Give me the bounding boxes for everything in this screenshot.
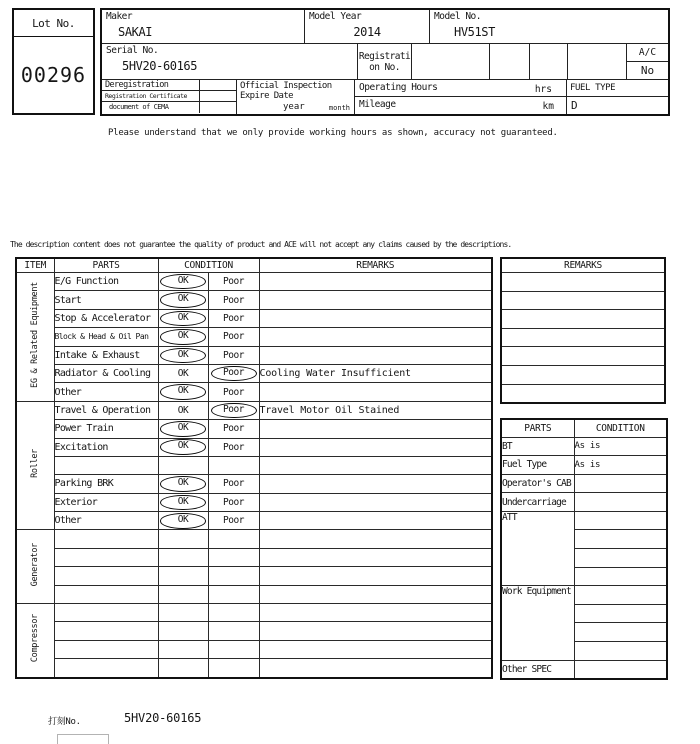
condition-ok-cell — [158, 512, 208, 530]
ac-label: A/C — [638, 47, 657, 58]
registration-label-line2: on No. — [369, 61, 400, 73]
remarks-cell — [501, 347, 665, 366]
inspection-row — [16, 567, 492, 585]
condition-ok-cell — [158, 585, 208, 603]
ok-circled: OK — [160, 476, 206, 492]
remark-cell — [259, 383, 492, 401]
remark-cell — [259, 604, 492, 622]
parts-header: PARTS — [54, 258, 158, 273]
condition-poor-cell: Poor — [208, 475, 259, 493]
parts-row — [501, 474, 667, 493]
remark-cell — [259, 346, 492, 364]
condition-poor-cell: Poor — [208, 420, 259, 438]
remarks-cell — [501, 310, 665, 329]
poor-circled: Poor — [211, 403, 257, 419]
condition-poor-cell — [208, 622, 259, 640]
part-name-cell: Block & Head & Oil Pan — [54, 328, 158, 346]
remark-cell: Travel Motor Oil Stained — [259, 401, 492, 419]
part-name-cell: ATT — [501, 511, 574, 585]
condition-ok-cell — [158, 548, 208, 566]
condition-poor-cell — [208, 640, 259, 658]
parts-header: PARTS — [501, 419, 574, 437]
condition-ok-cell — [158, 420, 208, 438]
remark-cell: Cooling Water Insufficient — [259, 364, 492, 382]
ok-circled: OK — [160, 384, 206, 400]
remark-cell — [259, 475, 492, 493]
remark-cell — [259, 420, 492, 438]
condition-poor-cell: Poor — [208, 383, 259, 401]
inspection-row — [16, 475, 492, 493]
ok-circled: OK — [160, 329, 206, 345]
condition-ok-cell — [158, 309, 208, 327]
model-no-value: HV51ST — [454, 25, 495, 39]
lot-number: 00296 — [20, 63, 87, 87]
model-year-cell — [305, 10, 430, 44]
part-name-cell: Parking BRK — [54, 475, 158, 493]
ac-value: No — [640, 64, 655, 77]
part-name-cell: Operator's CAB — [501, 474, 574, 493]
remark-cell — [259, 438, 492, 456]
part-name-cell — [54, 585, 158, 603]
condition-cell — [574, 474, 667, 493]
parts-row — [501, 660, 667, 679]
condition-ok-cell — [158, 383, 208, 401]
condition-ok-cell: OK — [158, 401, 208, 419]
part-name-cell: Fuel Type — [501, 456, 574, 475]
part-name-cell: Start — [54, 291, 158, 309]
parts-row — [501, 437, 667, 456]
condition-ok-cell — [158, 328, 208, 346]
condition-poor-cell — [208, 401, 259, 419]
parts-row — [501, 493, 667, 512]
condition-ok-cell — [158, 530, 208, 548]
condition-header: CONDITION — [158, 258, 259, 273]
condition-poor-cell: Poor — [208, 438, 259, 456]
remark-cell — [259, 291, 492, 309]
section-label-cell — [16, 273, 54, 402]
inspection-row — [16, 346, 492, 364]
part-name-cell — [54, 456, 158, 474]
condition-poor-cell: Poor — [208, 346, 259, 364]
condition-ok-cell — [158, 659, 208, 678]
certificates-cell — [102, 80, 237, 114]
condition-poor-cell: Poor — [208, 291, 259, 309]
condition-poor-cell — [208, 604, 259, 622]
remark-cell — [259, 585, 492, 603]
part-name-cell: Radiator & Cooling — [54, 364, 158, 382]
condition-poor-cell — [208, 530, 259, 548]
remarks-cell — [501, 384, 665, 403]
remarks-cell — [501, 291, 665, 310]
inspection-row — [16, 309, 492, 327]
inspection-row — [16, 493, 492, 511]
registration-no-cell — [358, 44, 412, 80]
remarks-row — [501, 273, 665, 292]
part-name-cell: Other SPEC — [501, 660, 574, 679]
inspection-row — [16, 328, 492, 346]
inspection-row — [16, 401, 492, 419]
document-of-cema-label: document of CEMA — [102, 102, 200, 113]
part-name-cell: BT — [501, 437, 574, 456]
maker-label: Maker — [106, 11, 133, 22]
item-header: ITEM — [16, 258, 54, 273]
month-label: month — [328, 104, 350, 112]
condition-ok-cell — [158, 493, 208, 511]
maker-value: SAKAI — [118, 25, 153, 39]
remarks-header: REMARKS — [259, 258, 492, 273]
section-label: EG & Related Equipment — [30, 281, 41, 388]
inspection-expire-cell — [237, 80, 355, 114]
condition-ok-cell — [158, 438, 208, 456]
inspection-row — [16, 604, 492, 622]
condition-poor-cell — [208, 364, 259, 382]
inspection-table-header — [16, 258, 492, 273]
part-name-cell: Work Equipment — [501, 586, 574, 660]
condition-ok-cell — [158, 475, 208, 493]
part-name-cell: Intake & Exhaust — [54, 346, 158, 364]
part-name-cell: Other — [54, 512, 158, 530]
condition-poor-cell — [208, 548, 259, 566]
remark-cell — [259, 659, 492, 678]
remarks-header: REMARKS — [501, 258, 665, 273]
remark-cell — [259, 512, 492, 530]
remark-cell — [259, 640, 492, 658]
description-disclaimer: The description content does not guarantee the quality of product and ACE will not accept any claims caused by the descriptions. — [10, 240, 512, 249]
serial-no-value: 5HV20-60165 — [122, 59, 198, 73]
condition-poor-cell: Poor — [208, 493, 259, 511]
part-name-cell: Exterior — [54, 493, 158, 511]
stamp-no-label: 打刻No. — [48, 717, 81, 727]
empty-cell — [412, 44, 490, 80]
empty-cell — [568, 44, 627, 80]
condition-ok-cell — [158, 640, 208, 658]
inspection-row — [16, 640, 492, 658]
cutoff-box — [57, 734, 109, 744]
fuel-type-cell — [567, 80, 668, 114]
remark-cell — [259, 493, 492, 511]
condition-poor-cell: Poor — [208, 512, 259, 530]
inspection-row — [16, 273, 492, 291]
inspection-row — [16, 456, 492, 474]
remark-cell — [259, 548, 492, 566]
registration-label-line1: Registrati — [358, 50, 411, 62]
inspection-label-line1: Official Inspection — [240, 81, 332, 91]
inspection-row — [16, 548, 492, 566]
deregistration-label: Deregistration — [102, 80, 200, 90]
remark-cell — [259, 530, 492, 548]
fuel-type-label: FUEL TYPE — [567, 80, 668, 97]
remark-cell — [259, 328, 492, 346]
condition-header: CONDITION — [574, 419, 667, 437]
empty-cell — [490, 44, 530, 80]
hours-disclaimer: Please understand that we only provide working hours as shown, accuracy not guaranteed. — [108, 128, 558, 138]
section-label: Compressor — [30, 614, 41, 663]
condition-ok-cell — [158, 291, 208, 309]
hrs-unit: hrs — [534, 84, 552, 95]
remarks-table-header — [501, 258, 665, 273]
parts-condition-table — [500, 418, 668, 680]
maker-cell — [102, 10, 305, 44]
parts-row — [501, 586, 667, 605]
machine-info-table — [100, 8, 670, 116]
condition-ok-cell — [158, 622, 208, 640]
remarks-row — [501, 291, 665, 310]
serial-no-label: Serial No. — [106, 45, 159, 56]
inspection-row — [16, 383, 492, 401]
inspection-row — [16, 364, 492, 382]
part-name-cell: Other — [54, 383, 158, 401]
section-label-cell — [16, 401, 54, 530]
empty-cell — [530, 44, 568, 80]
inspection-row — [16, 530, 492, 548]
ok-circled: OK — [160, 311, 206, 327]
part-name-cell: Stop & Accelerator — [54, 309, 158, 327]
model-year-label: Model Year — [309, 11, 362, 22]
condition-poor-cell — [208, 659, 259, 678]
ok-circled: OK — [160, 439, 206, 455]
condition-cell: As is — [574, 437, 667, 456]
parts-row — [501, 511, 667, 530]
condition-ok-cell — [158, 456, 208, 474]
condition-cell — [574, 567, 667, 586]
remarks-row — [501, 384, 665, 403]
fuel-type-value: D — [571, 99, 578, 112]
condition-ok-cell — [158, 346, 208, 364]
section-label-cell — [16, 604, 54, 678]
condition-cell — [574, 493, 667, 512]
condition-cell — [574, 623, 667, 642]
model-year-value: 2014 — [353, 25, 381, 39]
parts-table-header — [501, 419, 667, 437]
condition-cell — [574, 511, 667, 530]
part-name-cell — [54, 548, 158, 566]
condition-cell — [574, 586, 667, 605]
remarks-cell — [501, 273, 665, 292]
condition-ok-cell — [158, 273, 208, 291]
part-name-cell — [54, 640, 158, 658]
ok-circled: OK — [160, 495, 206, 511]
part-name-cell — [54, 622, 158, 640]
condition-ok-cell — [158, 604, 208, 622]
condition-poor-cell: Poor — [208, 309, 259, 327]
remarks-row — [501, 365, 665, 384]
inspection-row — [16, 512, 492, 530]
parts-row — [501, 456, 667, 475]
remark-cell — [259, 456, 492, 474]
part-name-cell: E/G Function — [54, 273, 158, 291]
year-label: year — [283, 102, 305, 112]
part-name-cell — [54, 530, 158, 548]
poor-circled: Poor — [211, 366, 257, 382]
part-name-cell — [54, 604, 158, 622]
remarks-cell — [501, 365, 665, 384]
ok-circled: OK — [160, 274, 206, 290]
mileage-label: Mileage — [359, 99, 396, 110]
serial-no-cell — [102, 44, 358, 80]
part-name-cell: Travel & Operation — [54, 401, 158, 419]
ok-circled: OK — [160, 348, 206, 364]
model-no-label: Model No. — [434, 11, 481, 22]
km-unit: km — [542, 101, 554, 112]
condition-poor-cell: Poor — [208, 273, 259, 291]
condition-cell — [574, 604, 667, 623]
inspection-row — [16, 291, 492, 309]
lot-label: Lot No. — [14, 10, 93, 37]
condition-poor-cell — [208, 456, 259, 474]
ac-cell — [627, 44, 668, 62]
ok-circled: OK — [160, 292, 206, 308]
condition-ok-cell: OK — [158, 364, 208, 382]
condition-cell — [574, 642, 667, 661]
hours-mileage-cell — [355, 80, 567, 114]
section-label: Roller — [30, 449, 41, 479]
remark-cell — [259, 622, 492, 640]
operating-hours-label: Operating Hours — [359, 82, 438, 93]
part-name-cell — [54, 659, 158, 678]
remarks-cell — [501, 328, 665, 347]
remark-cell — [259, 273, 492, 291]
inspection-table — [15, 257, 493, 679]
stamp-no-value: 5HV20-60165 — [124, 711, 202, 725]
condition-cell — [574, 660, 667, 679]
inspection-row — [16, 585, 492, 603]
condition-cell — [574, 530, 667, 549]
part-name-cell: Excitation — [54, 438, 158, 456]
inspection-row — [16, 420, 492, 438]
inspection-row — [16, 438, 492, 456]
inspection-row — [16, 622, 492, 640]
remarks-row — [501, 310, 665, 329]
remark-cell — [259, 309, 492, 327]
ok-circled: OK — [160, 421, 206, 437]
ok-circled: OK — [160, 513, 206, 529]
part-name-cell: Undercarriage — [501, 493, 574, 512]
inspection-row — [16, 659, 492, 678]
condition-poor-cell — [208, 585, 259, 603]
condition-poor-cell: Poor — [208, 328, 259, 346]
remarks-row — [501, 328, 665, 347]
section-label: Generator — [30, 543, 41, 587]
remark-cell — [259, 567, 492, 585]
registration-certificate-label: Registration Certificate — [102, 91, 200, 101]
model-no-cell — [430, 10, 668, 44]
remarks-row — [501, 347, 665, 366]
condition-cell — [574, 549, 667, 568]
part-name-cell — [54, 567, 158, 585]
condition-ok-cell — [158, 567, 208, 585]
remarks-table — [500, 257, 666, 404]
condition-cell: As is — [574, 456, 667, 475]
condition-poor-cell — [208, 567, 259, 585]
inspection-label-line2: Expire Date — [240, 91, 294, 101]
part-name-cell: Power Train — [54, 420, 158, 438]
ac-value-cell — [627, 62, 668, 80]
section-label-cell — [16, 530, 54, 604]
lot-box — [12, 8, 95, 115]
